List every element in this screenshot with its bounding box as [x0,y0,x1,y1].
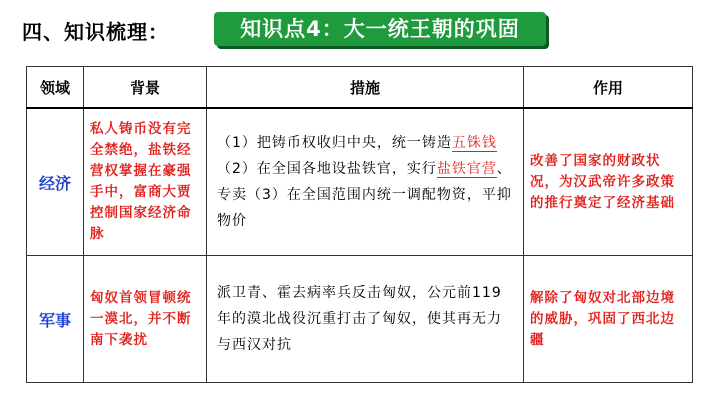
measure-text-2: （2）在全国各地设盐铁官，实行 [217,161,437,177]
measures-economy [207,108,524,256]
table-row-economy [27,108,693,256]
highlight-wuzhu-coin: 五铢钱 [451,135,497,151]
table-header-row [27,67,693,109]
highlight-salt-iron: 盐铁官营 [436,161,497,177]
effect-economy: 改善了国家的财政状况，为汉武帝许多政策的推行奠定了经济基础 [524,108,693,256]
header-measures: 措施 [207,67,524,109]
field-military: 军事 [27,256,84,383]
table-row-military [27,256,693,383]
measure-text-1: （1）把铸币权收归中央，统一铸造 [217,135,452,151]
header-effect: 作用 [524,67,693,109]
knowledge-table [26,66,693,383]
field-economy: 经济 [27,108,84,256]
header-background: 背景 [84,67,207,109]
topic-banner: 知识点4：大一统王朝的巩固 [214,12,546,46]
measures-military: 派卫青、霍去病率兵反击匈奴，公元前119年的漠北战役沉重打击了匈奴，使其再无力与西汉对抗 [207,256,524,383]
measure-text-3: 、专卖（3）在全国范围内统一调配物资，平抑物价 [217,161,512,229]
header-field: 领域 [27,67,84,109]
section-heading: 四、知识梳理： [22,20,169,44]
effect-military: 解除了匈奴对北部边境的威胁，巩固了西北边疆 [524,256,693,383]
background-military: 匈奴首领冒顿统一漠北，并不断南下袭扰 [84,256,207,383]
background-economy: 私人铸币没有完全禁绝，盐铁经营权掌握在豪强手中，富商大贾控制国家经济命脉 [84,108,207,256]
